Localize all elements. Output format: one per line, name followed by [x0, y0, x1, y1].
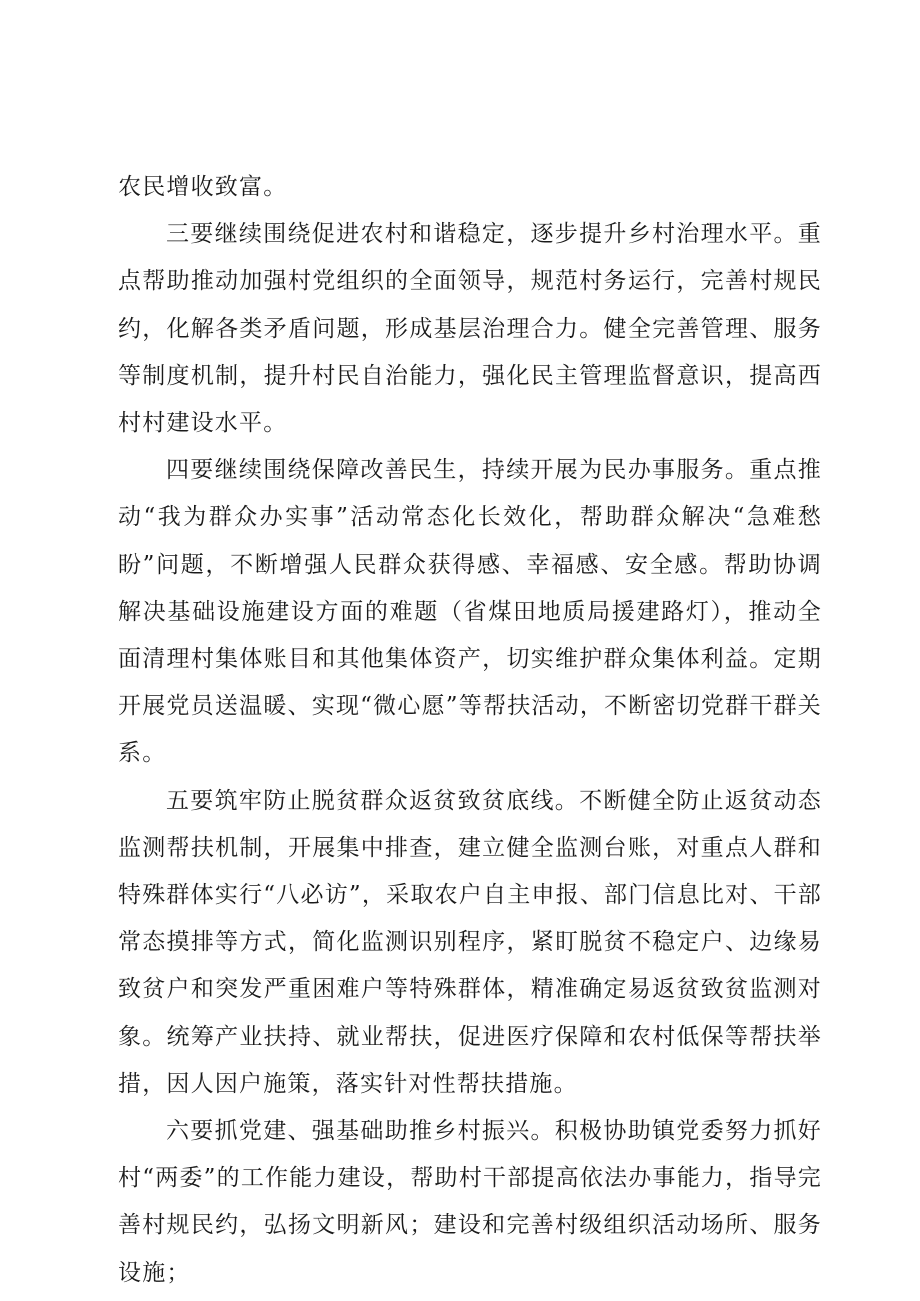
paragraph-three: 三要继续围绕促进农村和谐稳定，逐步提升乡村治理水平。重点帮助推动加强村党组织的全面领导，规范村务运行，完善村规民约，化解各类矛盾问题，形成基层治理合力。健全完善管理、服务等制度机制，提升村民自治能力，强化民主管理监督意识，提高西村村建设水平。	[118, 221, 822, 437]
paragraph-continued: 农民增收致富。	[118, 174, 288, 200]
paragraph-four: 四要继续围绕保障改善民生，持续开展为民办事服务。重点推动“我为群众办实事”活动常态化长效化，帮助群众解决“急难愁盼”问题，不断增强人民群众获得感、幸福感、安全感。帮助协调解决基础设施建设方面的难题（省煤田地质局援建路灯），推动全面清理村集体账目和其他集体资产，切实维护群众集体利益。定期开展党员送温暖、实现“微心愿”等帮扶活动，不断密切党群干群关系。	[118, 457, 822, 767]
paragraph-five: 五要筑牢防止脱贫群众返贫致贫底线。不断健全防止返贫动态监测帮扶机制，开展集中排查，建立健全监测台账，对重点人群和特殊群体实行“八必访”，采取农户自主申报、部门信息比对、干部常态摸排等方式，简化监测识别程序，紧盯脱贫不稳定户、边缘易致贫户和突发严重困难户等特殊群体，精准确定易返贫致贫监测对象。统筹产业扶持、就业帮扶，促进医疗保障和农村低保等帮扶举措，因人因户施策，落实针对性帮扶措施。	[118, 787, 822, 1097]
document-body	[118, 164, 822, 1297]
paragraph-six: 六要抓党建、强基础助推乡村振兴。积极协助镇党委努力抓好村“两委”的工作能力建设，帮助村干部提高依法办事能力，指导完善村规民约，弘扬文明新风；建设和完善村级组织活动场所、服务设施；	[118, 1118, 822, 1286]
